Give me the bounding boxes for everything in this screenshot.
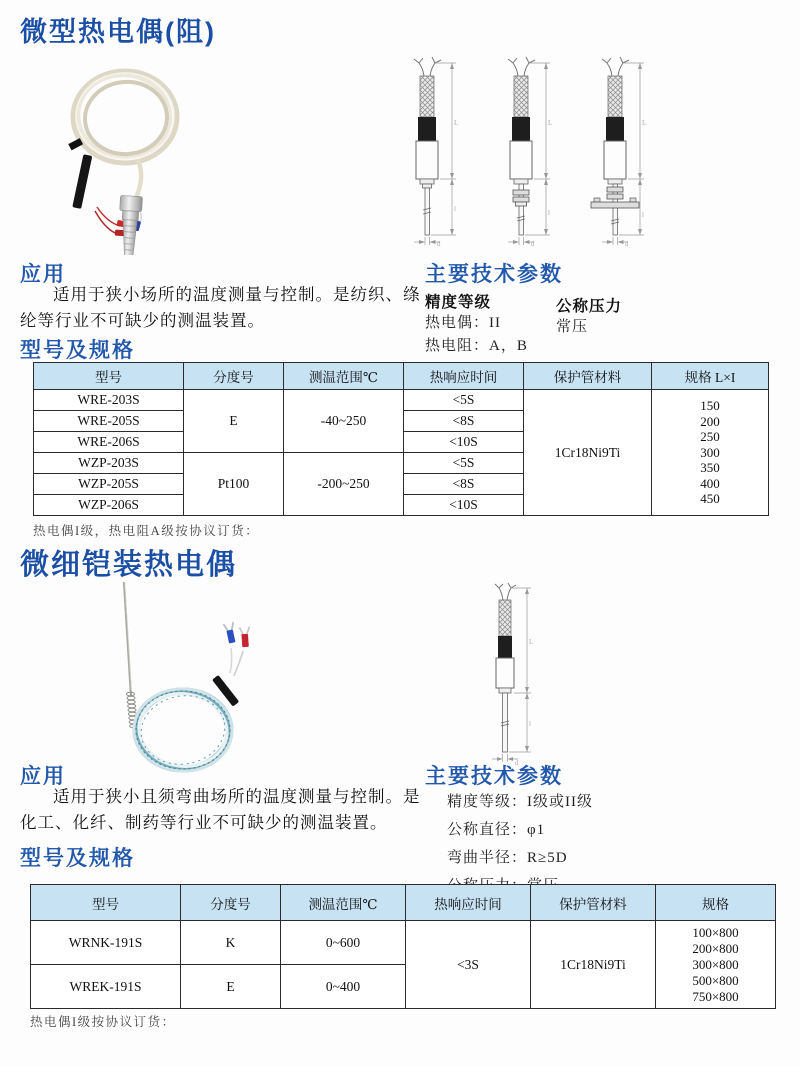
size-value: 750×800 — [692, 988, 739, 1004]
table-header-row — [31, 885, 776, 921]
size-value: 350 — [700, 460, 720, 476]
section2-tech-heading: 主要技术参数 — [425, 765, 563, 788]
section1-application-heading: 应用 — [20, 263, 66, 286]
dim-label-l: l — [454, 205, 456, 213]
section2-note: 热电偶I级按协议订货： — [30, 1015, 176, 1029]
size-value: 100×800 — [692, 924, 739, 940]
size-value: 450 — [700, 491, 720, 507]
cell-sizes — [656, 921, 776, 1009]
hex-nut — [513, 197, 529, 202]
cell-time: <8S — [404, 411, 524, 432]
dim-label-d: d — [531, 240, 535, 247]
accuracy-title: 精度等级 — [425, 294, 492, 311]
cell-model: WRE-206S — [34, 432, 184, 453]
col-response: 热响应时间 — [404, 363, 524, 390]
size-value: 200 — [700, 413, 720, 429]
section1-tech-heading: 主要技术参数 — [425, 263, 563, 286]
table-row — [31, 921, 776, 965]
mounting-flange — [591, 202, 639, 208]
cell-model: WZP-206S — [34, 495, 184, 516]
col-size: 规格 L×I — [652, 363, 769, 390]
col-response: 热响应时间 — [406, 885, 531, 921]
cell-time: <5S — [404, 453, 524, 474]
section1-note: 热电偶I级，热电阻A级按协议订货： — [33, 524, 260, 538]
table-row — [34, 390, 769, 411]
braided-coil — [132, 686, 234, 773]
pressure-value: 常压 — [556, 319, 589, 335]
cell-time: <10S — [404, 432, 524, 453]
cell-model: WZP-205S — [34, 474, 184, 495]
section1-spec-heading: 型号及规格 — [20, 339, 135, 362]
drawing-thermocouple-plain — [390, 55, 468, 247]
dim-label-d: d — [437, 240, 441, 247]
cell-model: WRNK-191S — [31, 921, 181, 965]
dim-label-L: L — [529, 638, 534, 646]
hex-nut — [607, 194, 623, 199]
col-division: 分度号 — [181, 885, 281, 921]
col-material: 保护管材料 — [531, 885, 656, 921]
cell-range: 0~400 — [281, 965, 406, 1009]
section2-spec-heading: 型号及规格 — [20, 847, 135, 870]
section2-application-heading: 应用 — [20, 765, 66, 788]
tech-param-line: 弯曲半径：R≥5D — [447, 850, 568, 866]
section1-title: 微型热电偶(阻) — [20, 17, 216, 47]
size-value: 400 — [700, 475, 720, 491]
cell-sizes — [652, 390, 769, 516]
size-value: 150 — [700, 398, 720, 414]
cell-division: K — [181, 921, 281, 965]
dim-label-d: d — [515, 759, 519, 767]
cell-material: 1Cr18Ni9Ti — [531, 921, 656, 1009]
section2-application-text: 适用于狭小且须弯曲场所的温度测量与控制。是化工、化纤、制药等行业不可缺少的测温装置。 — [20, 787, 421, 832]
coiled-cable — [73, 70, 177, 203]
col-division: 分度号 — [184, 363, 284, 390]
terminal-wires — [230, 648, 243, 676]
size-value: 250 — [700, 429, 720, 445]
accuracy-block — [425, 290, 553, 358]
size-value: 200×800 — [692, 940, 739, 956]
cell-time: <5S — [404, 390, 524, 411]
cell-time: <3S — [406, 921, 531, 1009]
accuracy-line-2: 热电阻：A，B — [425, 338, 528, 354]
pressure-title: 公称压力 — [556, 298, 623, 315]
cell-time: <8S — [404, 474, 524, 495]
blue-fork-terminal — [223, 622, 237, 644]
pressure-block — [556, 294, 622, 339]
black-sleeve — [72, 154, 92, 209]
fork-wires — [414, 57, 441, 76]
drawing-sheathed-thermocouple — [470, 582, 540, 767]
cell-model: WRE-203S — [34, 390, 184, 411]
col-range: 测温范围℃ — [281, 885, 406, 921]
red-fork-terminal — [239, 627, 250, 648]
accuracy-line-1: 热电偶：II — [425, 315, 501, 331]
cell-range: -200~250 — [284, 453, 404, 516]
section1-application-text: 适用于狭小场所的温度测量与控制。是纺织、绦纶等行业不可缺少的测温装置。 — [20, 285, 421, 330]
dim-label-L: L — [642, 119, 647, 127]
cell-model: WRE-205S — [34, 411, 184, 432]
drawing-thermocouple-with-nut — [484, 55, 562, 247]
size-value: 300×800 — [692, 956, 739, 972]
cell-material: 1Cr18Ni9Ti — [524, 390, 652, 516]
technical-drawings-row — [390, 55, 656, 252]
cell-model: WREK-191S — [31, 965, 181, 1009]
dim-label-d: d — [625, 240, 629, 247]
cell-time: <10S — [404, 495, 524, 516]
dim-label-l: l — [642, 211, 644, 219]
cell-division: E — [184, 390, 284, 453]
section2-title: 微细铠装热电偶 — [20, 549, 238, 581]
probe-needle — [124, 582, 131, 696]
dim-label-L: L — [454, 119, 459, 127]
spec-table-2 — [30, 884, 776, 1009]
cell-range: -40~250 — [284, 390, 404, 453]
spec-table-1 — [33, 362, 769, 516]
dim-label-L: L — [548, 119, 553, 127]
size-value: 500×800 — [692, 972, 739, 988]
col-range: 测温范围℃ — [284, 363, 404, 390]
hex-nut — [513, 190, 529, 195]
cell-division: Pt100 — [184, 453, 284, 516]
col-model: 型号 — [34, 363, 184, 390]
col-size: 规格 — [656, 885, 776, 921]
tech-param-line: 公称直径：φ1 — [447, 822, 546, 838]
cell-range: 0~600 — [281, 921, 406, 965]
hex-nut — [607, 187, 623, 192]
tech-param-line: 精度等级：I级或II级 — [447, 794, 593, 810]
col-material: 保护管材料 — [524, 363, 652, 390]
table-header-row — [34, 363, 769, 390]
size-value: 300 — [700, 444, 720, 460]
drawing-thermocouple-with-flange — [578, 55, 656, 247]
dim-label-l: l — [529, 720, 531, 728]
product-photo-miniature-thermocouple — [25, 55, 225, 255]
fork-wires — [495, 583, 516, 600]
col-model: 型号 — [31, 885, 181, 921]
cell-division: E — [181, 965, 281, 1009]
cell-model: WZP-203S — [34, 453, 184, 474]
product-photo-sheathed-thermocouple — [60, 578, 320, 778]
dim-label-l: l — [548, 209, 550, 217]
